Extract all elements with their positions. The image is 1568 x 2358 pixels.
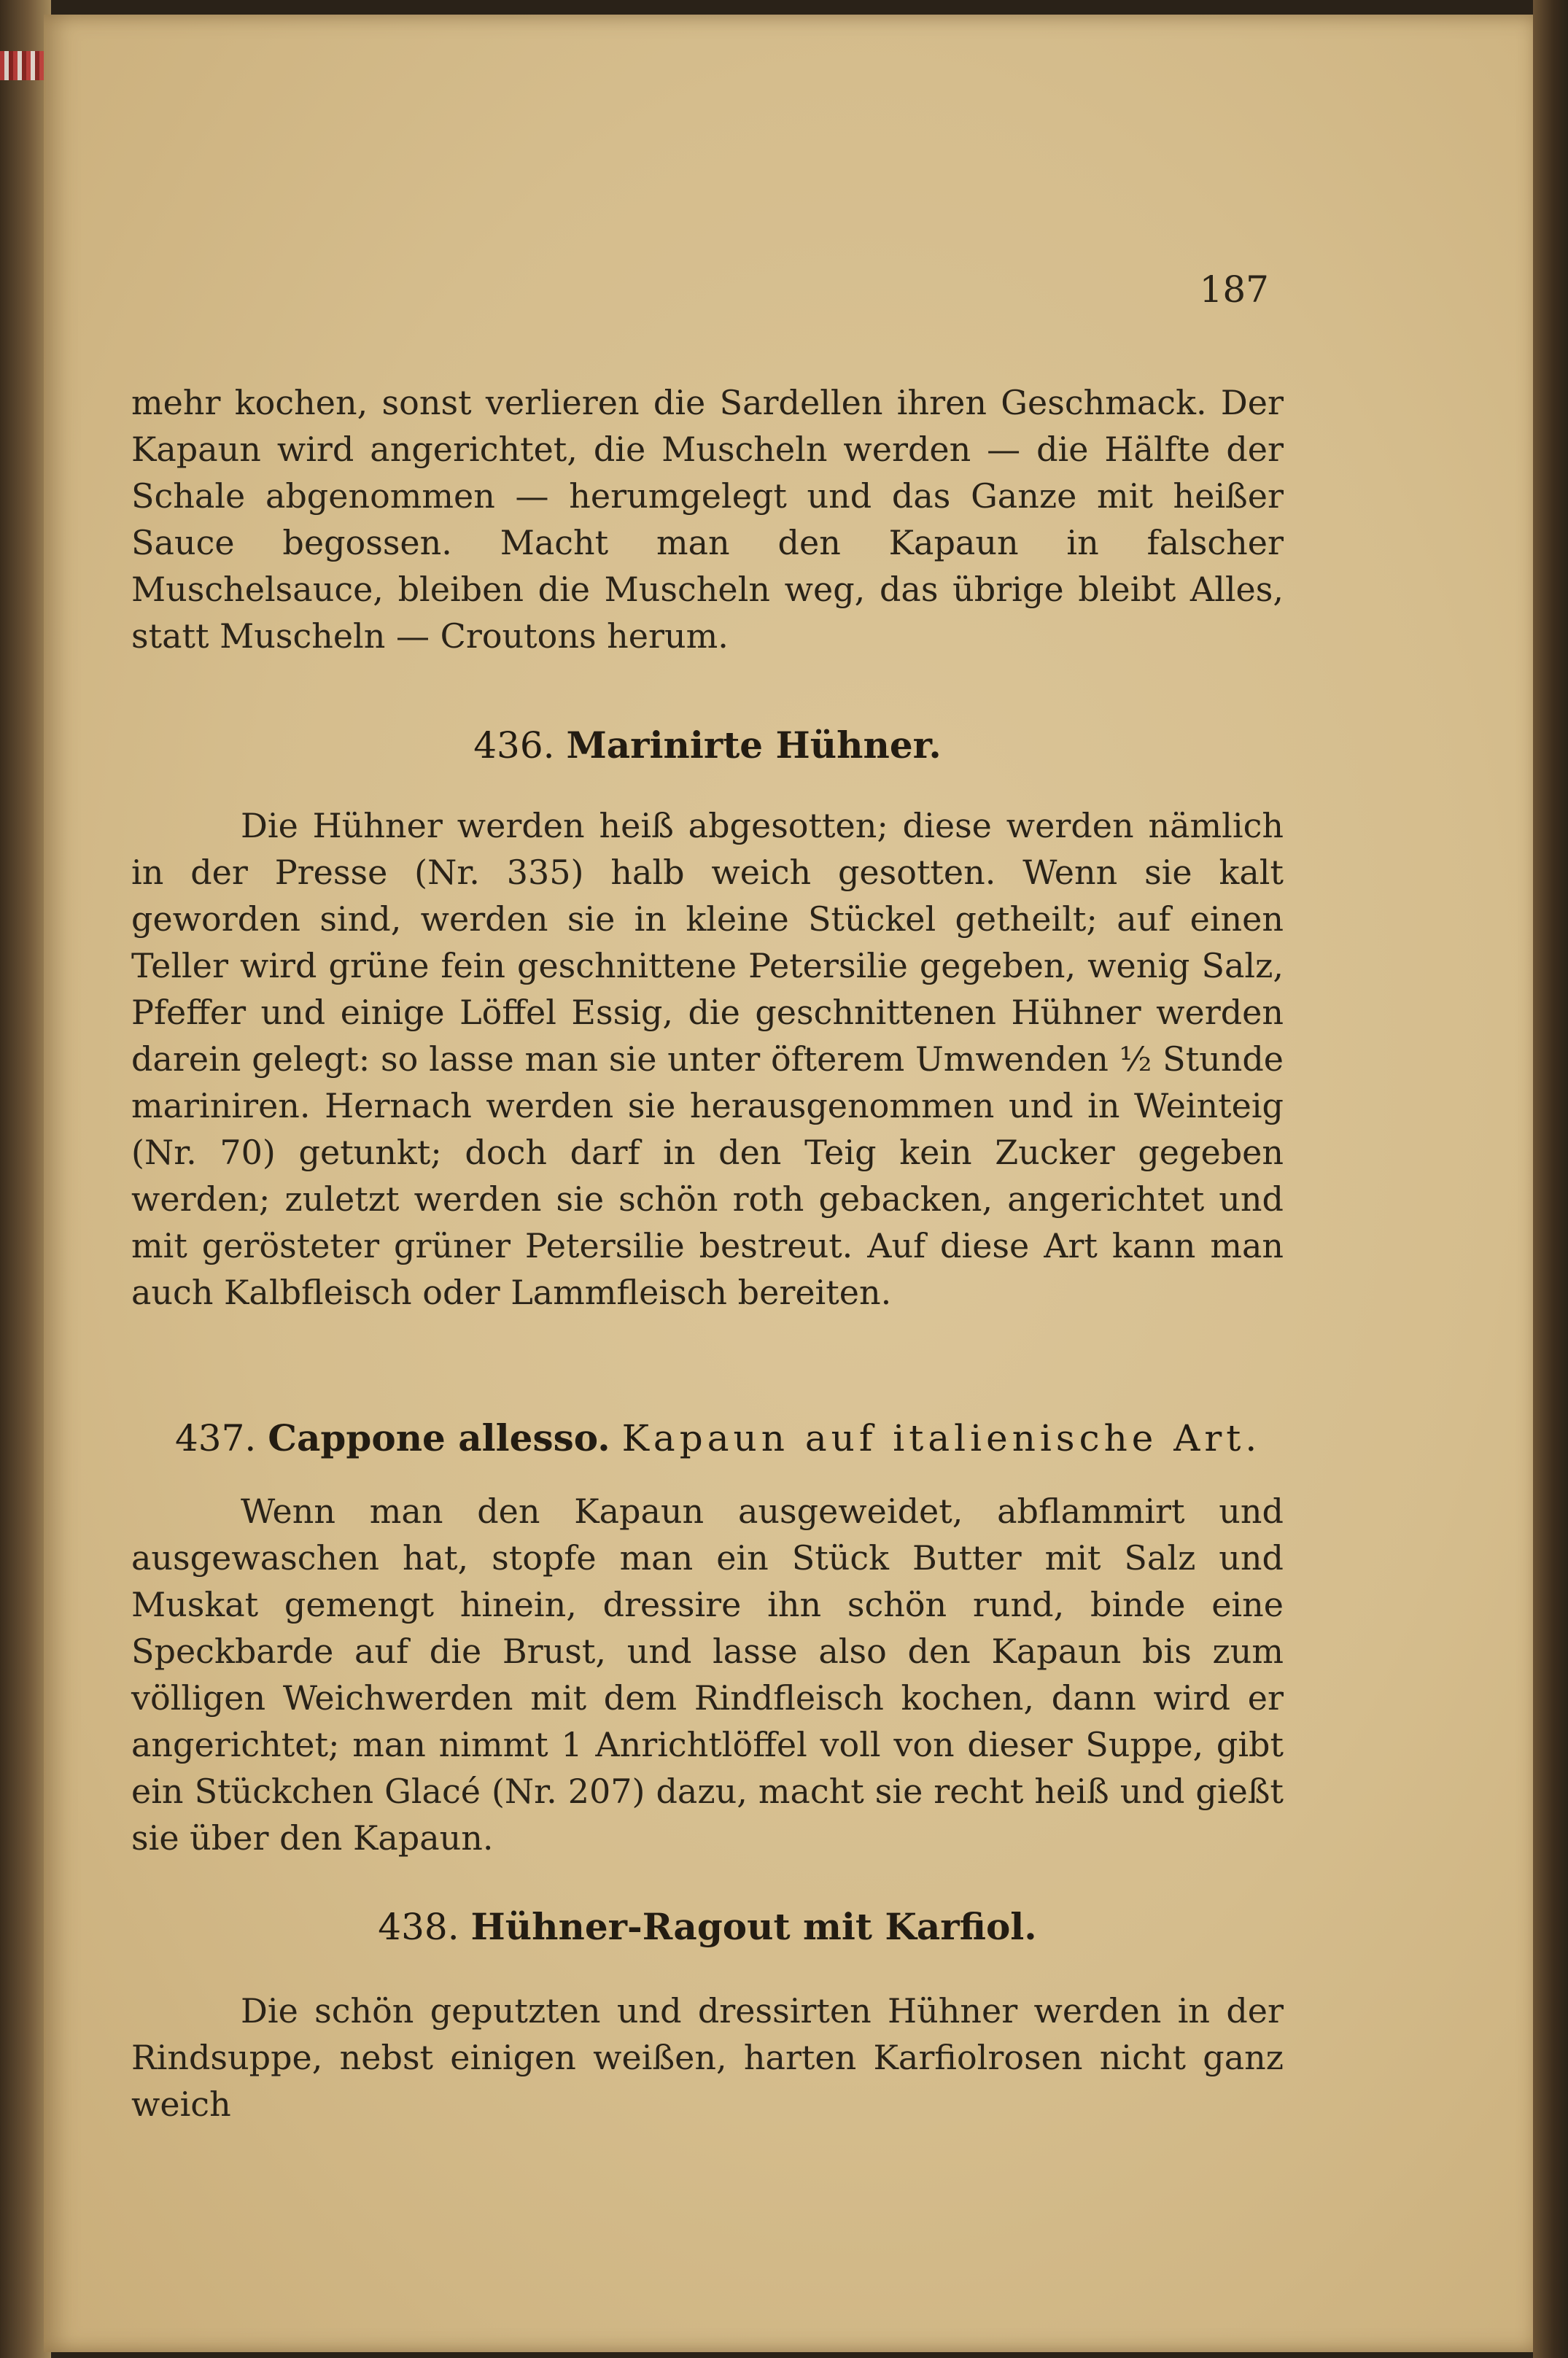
recipe-438-text: Die schön geputzten und dressirten Hühner werden in der Rindsuppe, nebst einigen weißen, harten Karfiolrosen nicht ganz weich bbox=[131, 1991, 1284, 2124]
recipe-title: Marinirte Hühner. bbox=[566, 724, 942, 767]
recipe-title: Hühner-Ragout mit Karfiol. bbox=[470, 1905, 1037, 1948]
recipe-heading-437 bbox=[131, 1415, 1284, 1462]
recipe-heading-436 bbox=[131, 722, 1284, 769]
recipe-subtitle: Kapaun auf italienische Art. bbox=[621, 1417, 1262, 1459]
recipe-436-text: Die Hühner werden heiß abgesotten; diese werden nämlich in der Presse (Nr. 335) halb weich gesotten. Wenn sie kalt geworden sind, werden sie in kleine Stückel getheilt; auf einen Teller wird grüne fein geschnittene Petersilie gegeben, wenig Salz, Pfeffer und einige Löffel Essig, die geschnittenen Hühner werden darein gelegt: so lasse man sie unter öfterem Umwenden ½ Stunde mariniren. Hernach werden sie herausgenommen und in Weinteig (Nr. 70) getunkt; doch darf in den Teig kein Zucker gegeben werden; zuletzt werden sie schön roth gebacken, angerichtet und mit gerösteter grüner Petersilie bestreut. Auf diese Art kann man auch Kalbfleisch oder Lammfleisch bereiten. bbox=[131, 806, 1284, 1312]
recipe-number: 437. bbox=[175, 1417, 257, 1459]
page-number: 187 bbox=[1199, 268, 1269, 311]
recipe-437-text: Wenn man den Kapaun ausgeweidet, abflammirt und ausgewaschen hat, stopfe man ein Stück Butter mit Salz und Muskat gemengt hinein, dressire ihn schön rund, binde eine Speckbarde auf die Brust, und lasse also den Kapaun bis zum völligen Weichwerden mit dem Rindfleisch kochen, dann wird er angerichtet; man nimmt 1 Anrichtlöffel voll von dieser Suppe, gibt ein Stückchen Glacé (Nr. 207) dazu, macht sie recht heiß und gießt sie über den Kapaun. bbox=[131, 1492, 1284, 1858]
continuation-paragraph: mehr kochen, sonst verlieren die Sardellen ihren Geschmack. Der Kapaun wird angerichtet, die Muscheln werden — die Hälfte der Schale abgenommen — herumgelegt und das Ganze mit heißer Sauce begossen. Macht man den Kapaun in falscher Muschelsauce, bleiben die Muscheln weg, das übrige bleibt Alles, statt Muscheln — Croutons herum. bbox=[131, 383, 1284, 656]
recipe-number: 436. bbox=[473, 724, 555, 767]
recipe-number: 438. bbox=[378, 1906, 459, 1948]
recipe-title: Cappone allesso. bbox=[268, 1416, 610, 1459]
recipe-heading-438 bbox=[131, 1904, 1284, 1950]
page-edge-shadow bbox=[1533, 0, 1568, 2358]
